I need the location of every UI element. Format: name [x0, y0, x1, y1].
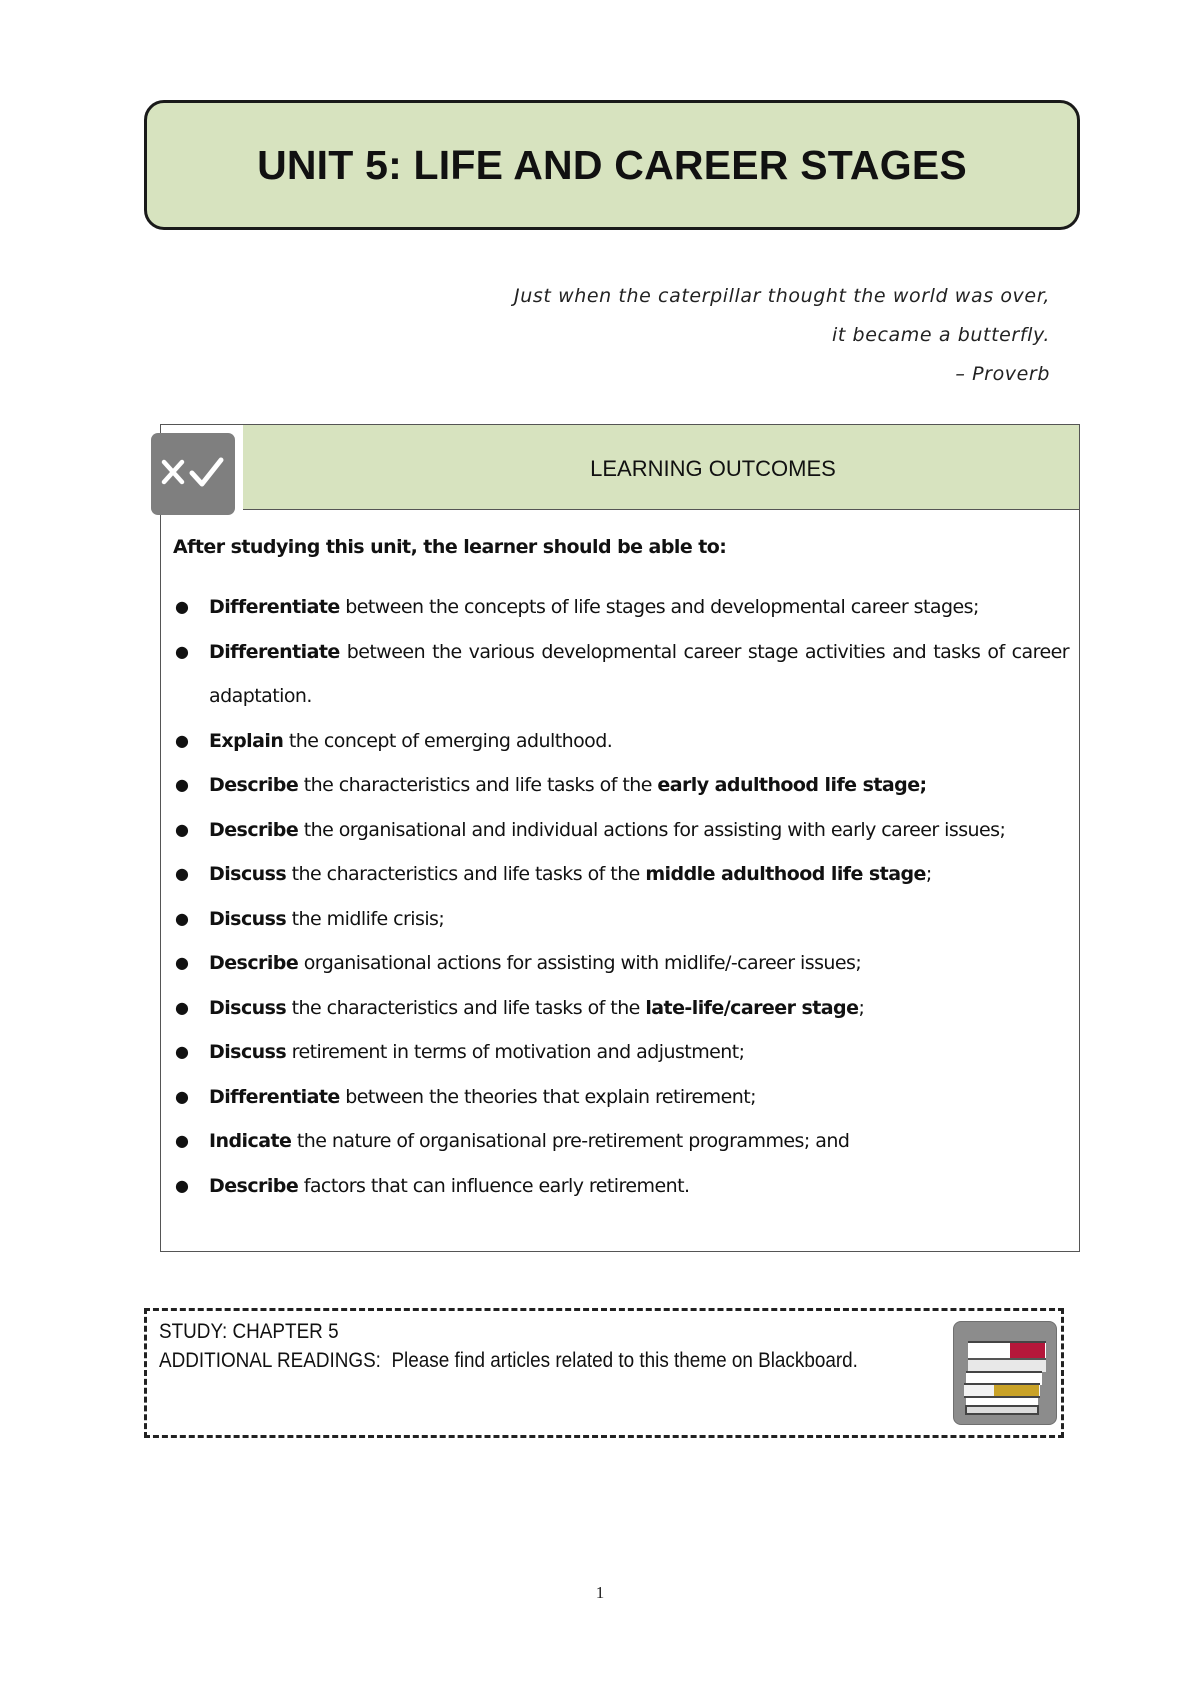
unit-title-banner [144, 100, 1080, 230]
unit-title: UNIT 5: LIFE AND CAREER STAGES [257, 141, 967, 188]
outcome-item: ● Describe factors that can influence early retirement. [175, 1174, 690, 1197]
readings-text: Please find articles related to this theme on Blackboard. [391, 1349, 858, 1372]
outcome-item: ● Differentiate between the concepts of life stages and developmental career stages; [175, 596, 979, 618]
outcome-item: ● Describe the organisational and individual actions for assisting with early career issues; [175, 818, 1006, 841]
study-chapter: STUDY: CHAPTER 5 [159, 1320, 339, 1343]
outcome-item: ● Describe organisational actions for assisting with midlife/-career issues; [175, 952, 862, 974]
learning-outcomes-intro: After studying this unit, the learner should be able to: [173, 536, 727, 558]
books-glyph [954, 1322, 1056, 1424]
outcome-item: ● Discuss the characteristics and life tasks of the middle adulthood life stage; [175, 863, 932, 885]
study-text [159, 1317, 858, 1375]
learning-outcomes-box [160, 424, 1080, 1252]
books-icon [953, 1321, 1057, 1425]
additional-readings [159, 1346, 858, 1375]
learning-outcomes-heading: LEARNING OUTCOMES [590, 456, 836, 481]
quote-line-1: Just when the caterpillar thought the world was over, [514, 285, 1050, 307]
page-number: 1 [595, 1583, 605, 1602]
learning-outcomes-header [243, 425, 1079, 510]
quote-line-2: it became a butterfly. [831, 324, 1050, 346]
outcome-item: ● Indicate the nature of organisational pre-retirement programmes; and [175, 1130, 850, 1152]
outcome-item: ● Differentiate between the theories that explain retirement; [175, 1085, 756, 1108]
outcome-item: ● Discuss the midlife crisis; [175, 907, 445, 930]
learning-outcomes-list [173, 585, 1069, 1208]
outcome-item: ● Explain the concept of emerging adulthood. [175, 729, 613, 752]
outcome-item: ● Discuss retirement in terms of motivation and adjustment; [175, 1041, 745, 1063]
study-box [144, 1308, 1064, 1438]
cross-check-icon [151, 433, 235, 515]
cross-check-glyph [158, 456, 228, 492]
learning-outcomes-content [173, 533, 1069, 1208]
outcome-item: ● Differentiate between the various developmental career stage activities and tasks of career adaptation. [175, 640, 1069, 707]
quote-attribution: – Proverb [955, 363, 1050, 385]
outcome-item: ● Describe the characteristics and life tasks of the early adulthood life stage; [175, 774, 927, 796]
proverb-quote [514, 277, 1050, 394]
outcome-item: ● Discuss the characteristics and life tasks of the late-life/career stage; [175, 996, 865, 1019]
readings-label: ADDITIONAL READINGS: [159, 1349, 381, 1372]
